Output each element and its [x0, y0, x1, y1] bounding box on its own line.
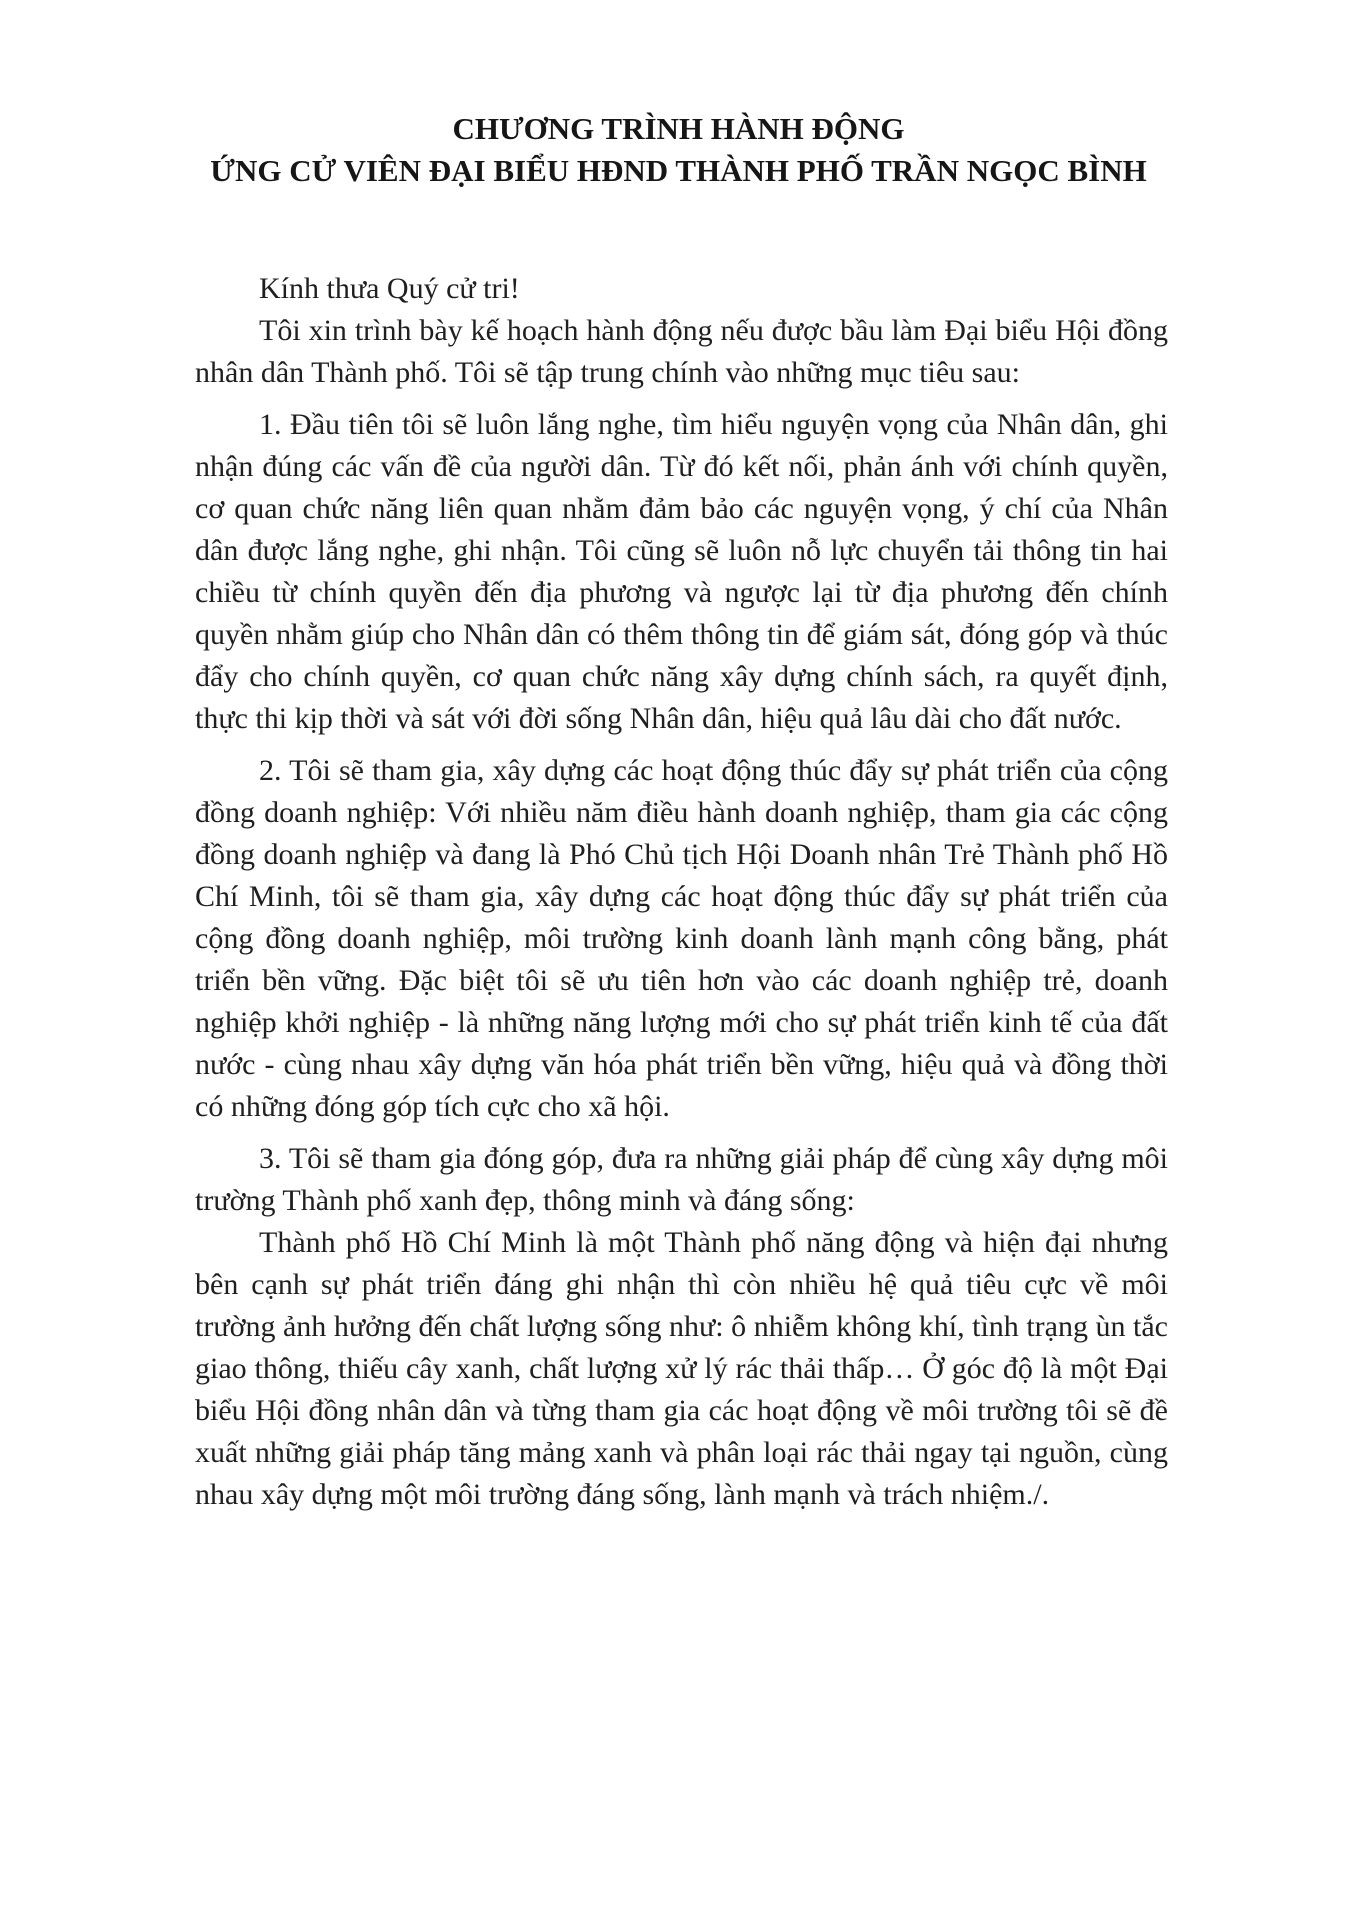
intro-paragraph: Tôi xin trình bày kế hoạch hành động nếu được bầu làm Đại biểu Hội đồng nhân dân Thành phố. Tôi sẽ tập trung chính vào những mục tiêu sau: [195, 314, 1168, 389]
title-line-1: CHƯƠNG TRÌNH HÀNH ĐỘNG [452, 111, 905, 146]
title-line-2: ỨNG CỬ VIÊN ĐẠI BIỂU HĐND THÀNH PHỐ TRẦN NGỌC BÌNH [210, 153, 1147, 188]
document-title [0, 108, 1357, 192]
goal-2-paragraph: 2. Tôi sẽ tham gia, xây dựng các hoạt động thúc đẩy sự phát triển của cộng đồng doanh nghiệp: Với nhiều năm điều hành doanh nghiệp, tham gia các cộng đồng doanh nghiệp và đang là Phó Chủ tịch Hội Doanh nhân Trẻ Thành phố Hồ Chí Minh, tôi sẽ tham gia, xây dựng các hoạt động thúc đẩy sự phát triển của cộng đồng doanh nghiệp, môi trường kinh doanh lành mạnh công bằng, phát triển bền vững. Đặc biệt tôi sẽ ưu tiên hơn vào các doanh nghiệp trẻ, doanh nghiệp khởi nghiệp - là những năng lượng mới cho sự phát triển kinh tế của đất nước - cùng nhau xây dựng văn hóa phát triển bền vững, hiệu quả và đồng thời có những đóng góp tích cực cho xã hội. [195, 754, 1168, 1123]
greeting-paragraph: Kính thưa Quý cử tri! [259, 272, 520, 305]
goal-3-detail-paragraph: Thành phố Hồ Chí Minh là một Thành phố năng động và hiện đại nhưng bên cạnh sự phát triển đáng ghi nhận thì còn nhiều hệ quả tiêu cực về môi trường ảnh hưởng đến chất lượng sống như: ô nhiễm không khí, tình trạng ùn tắc giao thông, thiếu cây xanh, chất lượng xử lý rác thải thấp… Ở góc độ là một Đại biểu Hội đồng nhân dân và từng tham gia các hoạt động về môi trường tôi sẽ đề xuất những giải pháp tăng mảng xanh và phân loại rác thải ngay tại nguồn, cùng nhau xây dựng một môi trường đáng sống, lành mạnh và trách nhiệm./. [195, 1226, 1168, 1511]
goal-3-paragraph: 3. Tôi sẽ tham gia đóng góp, đưa ra những giải pháp để cùng xây dựng môi trường Thành phố xanh đẹp, thông minh và đáng sống: [195, 1142, 1168, 1217]
goal-1-paragraph: 1. Đầu tiên tôi sẽ luôn lắng nghe, tìm hiểu nguyện vọng của Nhân dân, ghi nhận đúng các vấn đề của người dân. Từ đó kết nối, phản ánh với chính quyền, cơ quan chức năng liên quan nhằm đảm bảo các nguyện vọng, ý chí của Nhân dân được lắng nghe, ghi nhận. Tôi cũng sẽ luôn nỗ lực chuyển tải thông tin hai chiều từ chính quyền đến địa phương và ngược lại từ địa phương đến chính quyền nhằm giúp cho Nhân dân có thêm thông tin để giám sát, đóng góp và thúc đẩy cho chính quyền, cơ quan chức năng xây dựng chính sách, ra quyết định, thực thi kịp thời và sát với đời sống Nhân dân, hiệu quả lâu dài cho đất nước. [195, 408, 1168, 735]
document-body [195, 268, 1168, 1526]
